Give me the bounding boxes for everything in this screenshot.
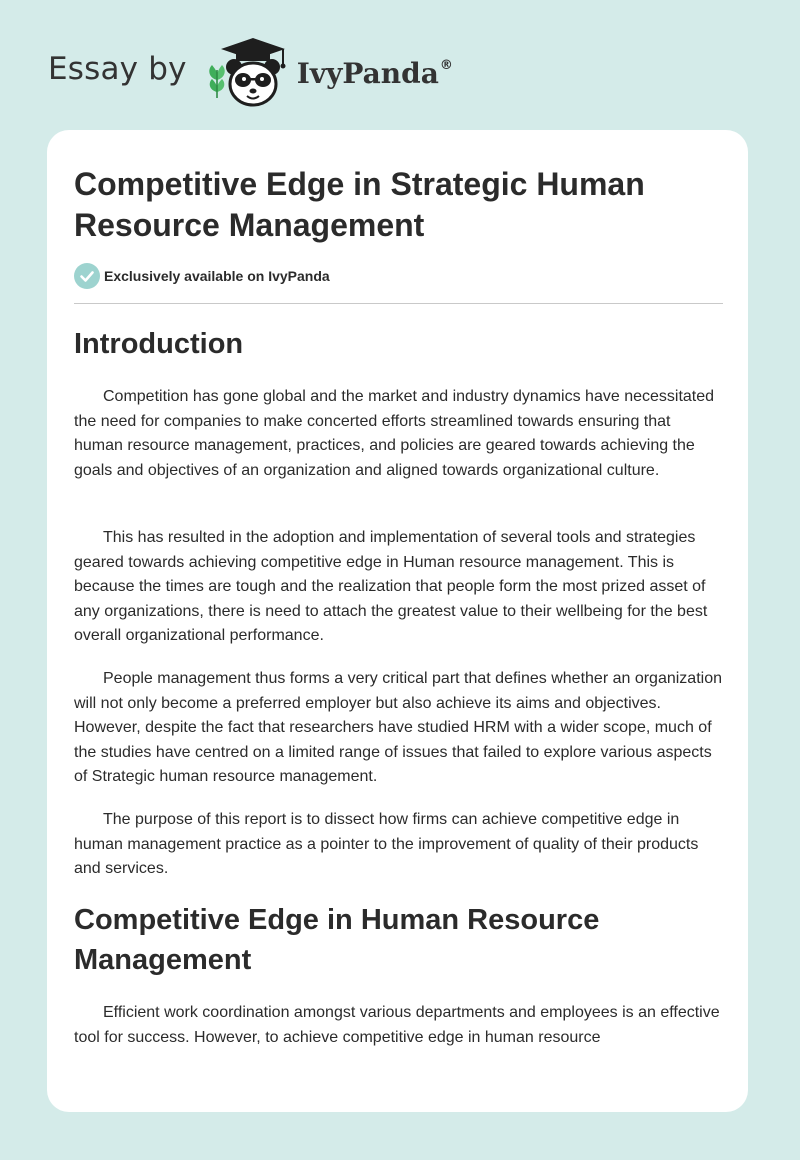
exclusive-badge <box>74 263 330 289</box>
essay-by-label: Essay by <box>48 51 187 87</box>
page-title: Competitive Edge in Strategic Human Resource Management <box>74 166 645 243</box>
section-heading-competitive-edge: Competitive Edge in Human Resource Management <box>74 904 600 976</box>
paragraph: People management thus forms a very critical part that defines whether an organization will not only become a preferred employer but also achieve its aims and objectives. However, despite the fact that researchers have studied HRM with a wider scope, much of the studies have centred on a limited range of issues that failed to explore various aspects of Strategic human resource management. <box>74 670 722 786</box>
panda-graduate-icon[interactable] <box>203 34 295 110</box>
registered-mark: ® <box>439 57 453 73</box>
site-header <box>48 34 453 110</box>
paragraph: Efficient work coordination amongst various departments and employees is an effective tool for success. However, to achieve competitive edge in human resource <box>74 1004 720 1046</box>
essay-card <box>47 130 748 1112</box>
section-heading-introduction: Introduction <box>74 328 244 360</box>
leaf-icon <box>209 65 224 98</box>
paragraph: This has resulted in the adoption and implementation of several tools and strategies geared towards achieving competitive edge in Human resource management. This is because the times are tough and the realization that people form the most prized asset of any organizations, there is need to attach the greatest value to their wellbeing for the best overall organizational performance. <box>74 529 708 645</box>
divider <box>74 303 723 304</box>
exclusive-label: Exclusively available on IvyPanda <box>104 268 330 284</box>
paragraph: Competition has gone global and the market and industry dynamics have necessitated the need for companies to make concerted efforts streamlined towards ensuring that human resource management, practices, and policies are geared towards achieving the goals and objectives of an organization and aligned towards organizational culture. <box>74 388 715 479</box>
brand-name[interactable]: IvyPanda® <box>296 56 453 90</box>
check-circle-icon <box>74 263 100 289</box>
paragraph: The purpose of this report is to dissect how firms can achieve competitive edge in human management practice as a pointer to the improvement of quality of their products and services. <box>74 811 699 878</box>
